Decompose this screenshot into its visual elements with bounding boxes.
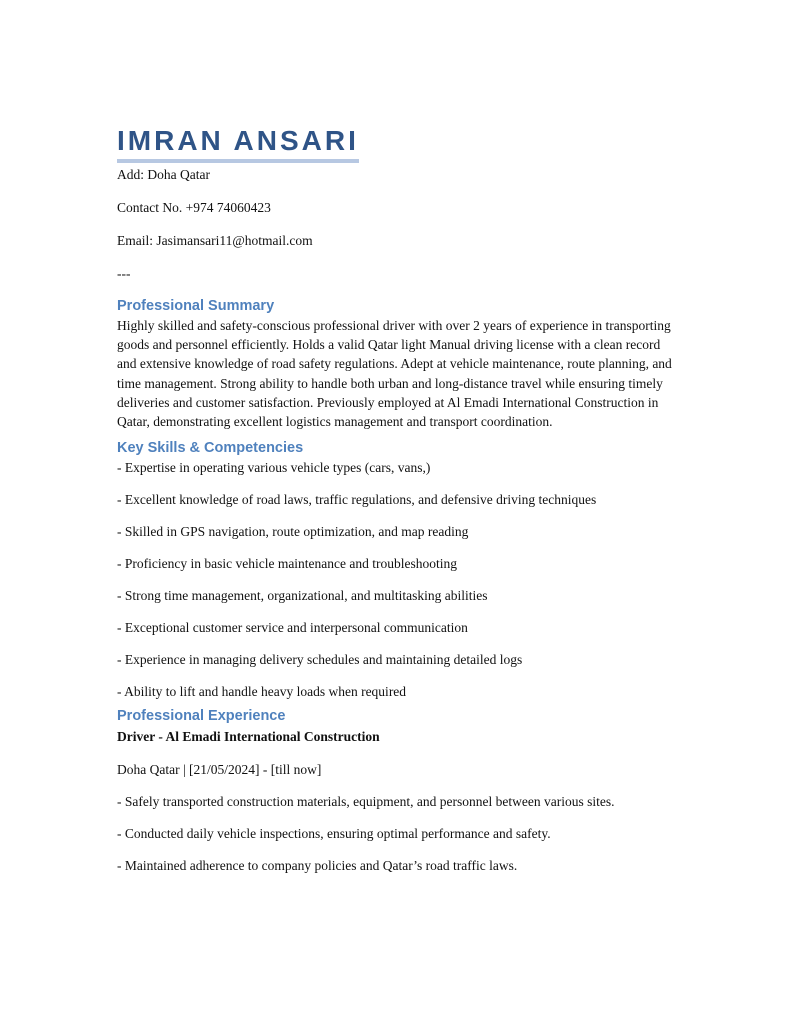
resume-page bbox=[117, 124, 677, 875]
skill-item: - Strong time management, organizational, and multitasking abilities bbox=[117, 588, 488, 604]
duty-item: - Safely transported construction materials, equipment, and personnel between various sites. bbox=[117, 794, 615, 810]
job-location-dates: Doha Qatar | [21/05/2024] - [till now] bbox=[117, 762, 322, 778]
skill-item: - Ability to lift and handle heavy loads when required bbox=[117, 684, 407, 700]
skill-item: - Excellent knowledge of road laws, traffic regulations, and defensive driving techniques bbox=[117, 492, 597, 508]
address-line: Add: Doha Qatar bbox=[117, 167, 210, 182]
duty-item: - Conducted daily vehicle inspections, ensuring optimal performance and safety. bbox=[117, 826, 551, 842]
candidate-name: IMRAN ANSARI bbox=[117, 124, 359, 163]
skill-item: - Experience in managing delivery schedules and maintaining detailed logs bbox=[117, 652, 523, 668]
summary-text: Highly skilled and safety-conscious professional driver with over 2 years of experience in transporting goods and personnel efficiently. Holds a valid Qatar light Manual driving license with a clean record and extensive knowledge of road safety regulations. Adept at vehicle maintenance, route planning, and time management. Strong ability to handle both urban and long-distance travel while ensuring timely deliveries and customer satisfaction. Previously employed at Al Emadi International Construction in Qatar, demonstrating excellent logistics management and transport coordination. bbox=[117, 318, 672, 430]
phone-line: Contact No. +974 74060423 bbox=[117, 200, 271, 215]
email-line: Email: Jasimansari11@hotmail.com bbox=[117, 233, 313, 248]
separator-text: --- bbox=[117, 266, 131, 281]
experience-heading: Professional Experience bbox=[117, 708, 286, 725]
skill-item: - Expertise in operating various vehicle types (cars, vans,) bbox=[117, 460, 431, 476]
summary-heading: Professional Summary bbox=[117, 298, 275, 314]
duty-item: - Maintained adherence to company policies and Qatar’s road traffic laws. bbox=[117, 858, 518, 874]
skill-item: - Exceptional customer service and interpersonal communication bbox=[117, 620, 468, 636]
skills-heading: Key Skills & Competencies bbox=[117, 440, 304, 457]
skill-item: - Proficiency in basic vehicle maintenance and troubleshooting bbox=[117, 556, 458, 572]
skill-item: - Skilled in GPS navigation, route optimization, and map reading bbox=[117, 524, 469, 540]
job-title: Driver - Al Emadi International Construction bbox=[117, 729, 380, 745]
